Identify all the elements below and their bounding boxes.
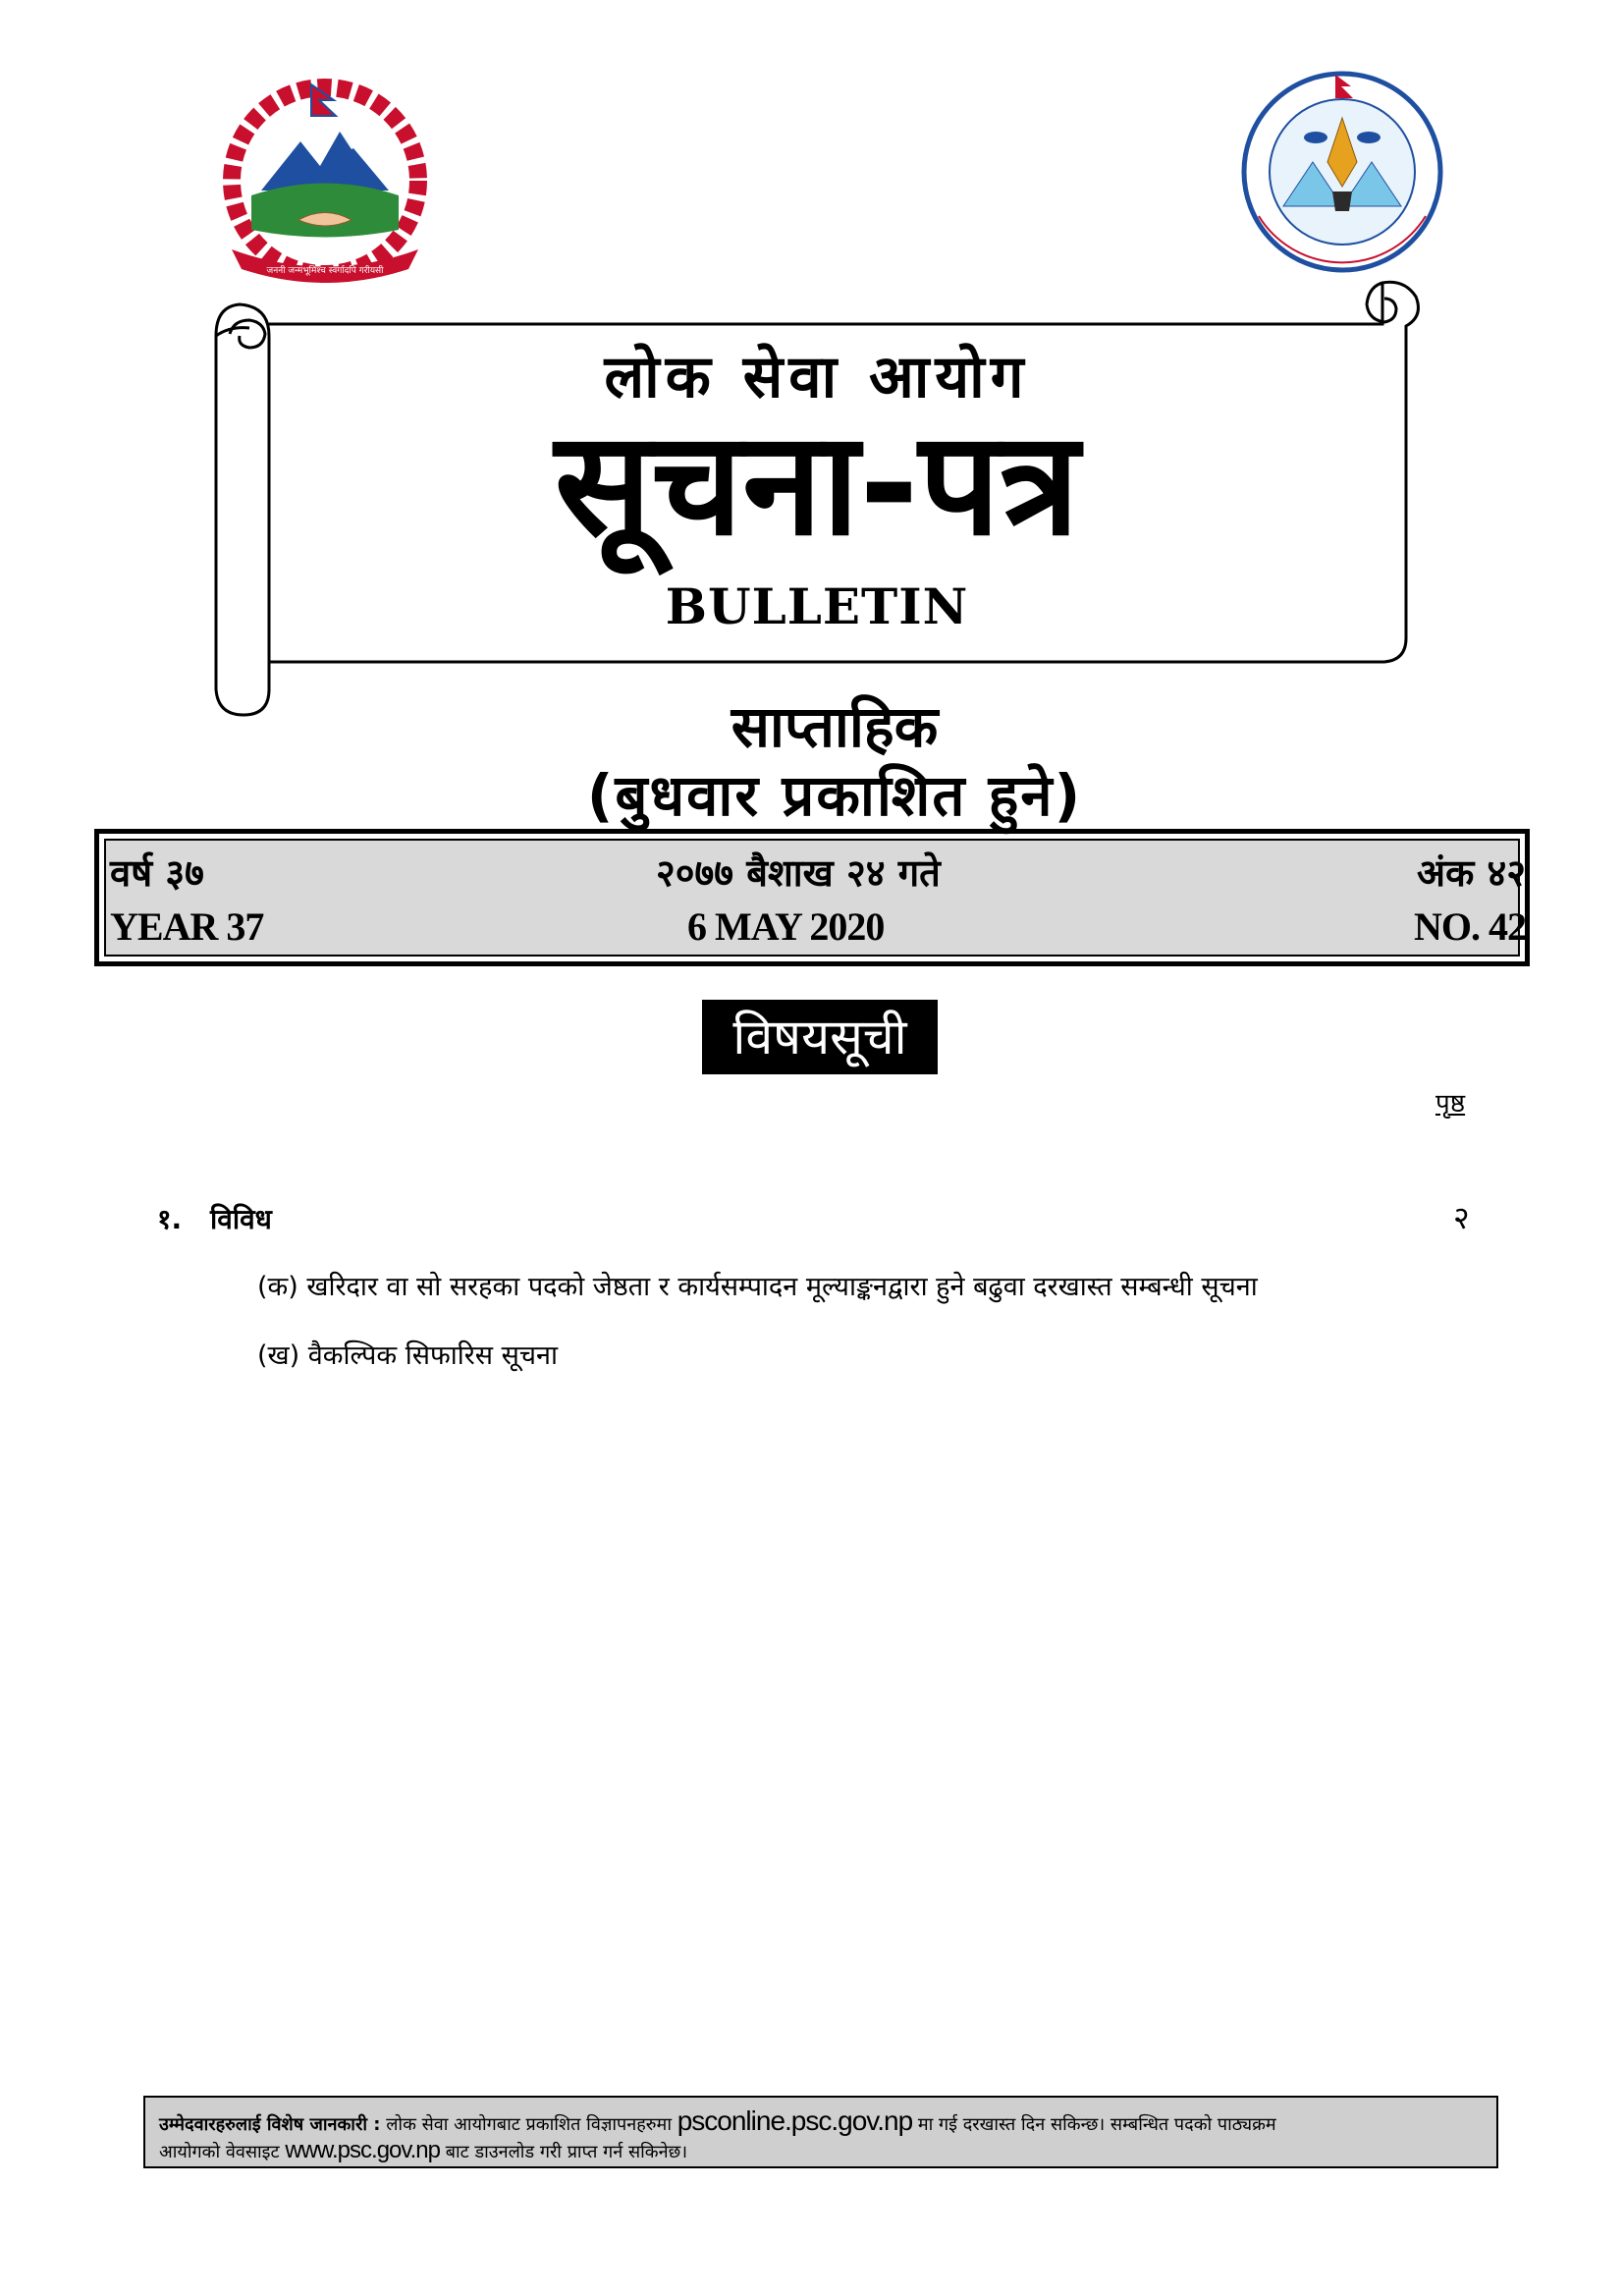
toc-subitem-alternative-recommendation: (ख) वैकल्पिक सिफारिस सूचना xyxy=(257,1340,559,1371)
online-application-link[interactable]: psconline.psc.gov.np xyxy=(677,2105,913,2136)
emblem-motto: जननी जन्मभूमिश्च स्वर्गादपि गरीयसी xyxy=(266,266,384,276)
publication-day: (बुधवार प्रकाशित हुने) xyxy=(586,762,1083,829)
page-column-label: पृष्ठ xyxy=(1435,1089,1466,1119)
year-english: YEAR 37 xyxy=(110,904,264,949)
publication-frequency: साप्ताहिक xyxy=(731,693,939,760)
toc-item-number: १. xyxy=(157,1203,183,1235)
issue-number-english: NO. 42 xyxy=(1414,904,1526,949)
year-nepali: वर्ष ३७ xyxy=(110,851,204,895)
notice-text-4: बाट डाउनलोड गरी प्राप्त गर्न सकिनेछ। xyxy=(445,2142,688,2162)
date-nepali: २०७७ बैशाख २४ गते xyxy=(656,851,941,895)
commission-title: लोक सेवा आयोग xyxy=(604,343,1030,411)
toc-item-page: २ xyxy=(1453,1199,1470,1236)
notice-text-3: आयोगको वेवसाइट xyxy=(159,2142,280,2162)
bulletin-title-nepali: सूचना-पत्र xyxy=(554,401,1080,568)
notice-text-2: मा गई दरखास्त दिन सकिन्छ। सम्बन्धित पदको पाठ्यक्रम xyxy=(917,2114,1276,2135)
date-english: 6 MAY 2020 xyxy=(687,904,885,949)
toc-item-title: विविध xyxy=(210,1203,272,1235)
bulletin-title-english: BULLETIN xyxy=(665,577,969,635)
website-link[interactable]: www.psc.gov.np xyxy=(285,2137,440,2163)
table-of-contents-heading: विषयसूची xyxy=(702,1000,938,1074)
issue-number-nepali: अंक ४२ xyxy=(1417,851,1526,895)
nepal-government-emblem-icon xyxy=(192,73,458,299)
candidate-notice-box xyxy=(143,2096,1498,2168)
public-service-commission-logo-icon xyxy=(1239,69,1445,275)
toc-subitem-promotion-notice: (क) खरिदार वा सो सरहका पदको जेष्ठता र कार्यसम्पादन मूल्याङ्कनद्वारा हुने बढुवा दरखास्त सम्बन्धी सूचना xyxy=(257,1272,1258,1302)
notice-text-1: लोक सेवा आयोगबाट प्रकाशित विज्ञापनहरुमा xyxy=(386,2114,672,2135)
notice-label: उम्मेदवारहरुलाई विशेष जानकारी : xyxy=(159,2114,381,2135)
